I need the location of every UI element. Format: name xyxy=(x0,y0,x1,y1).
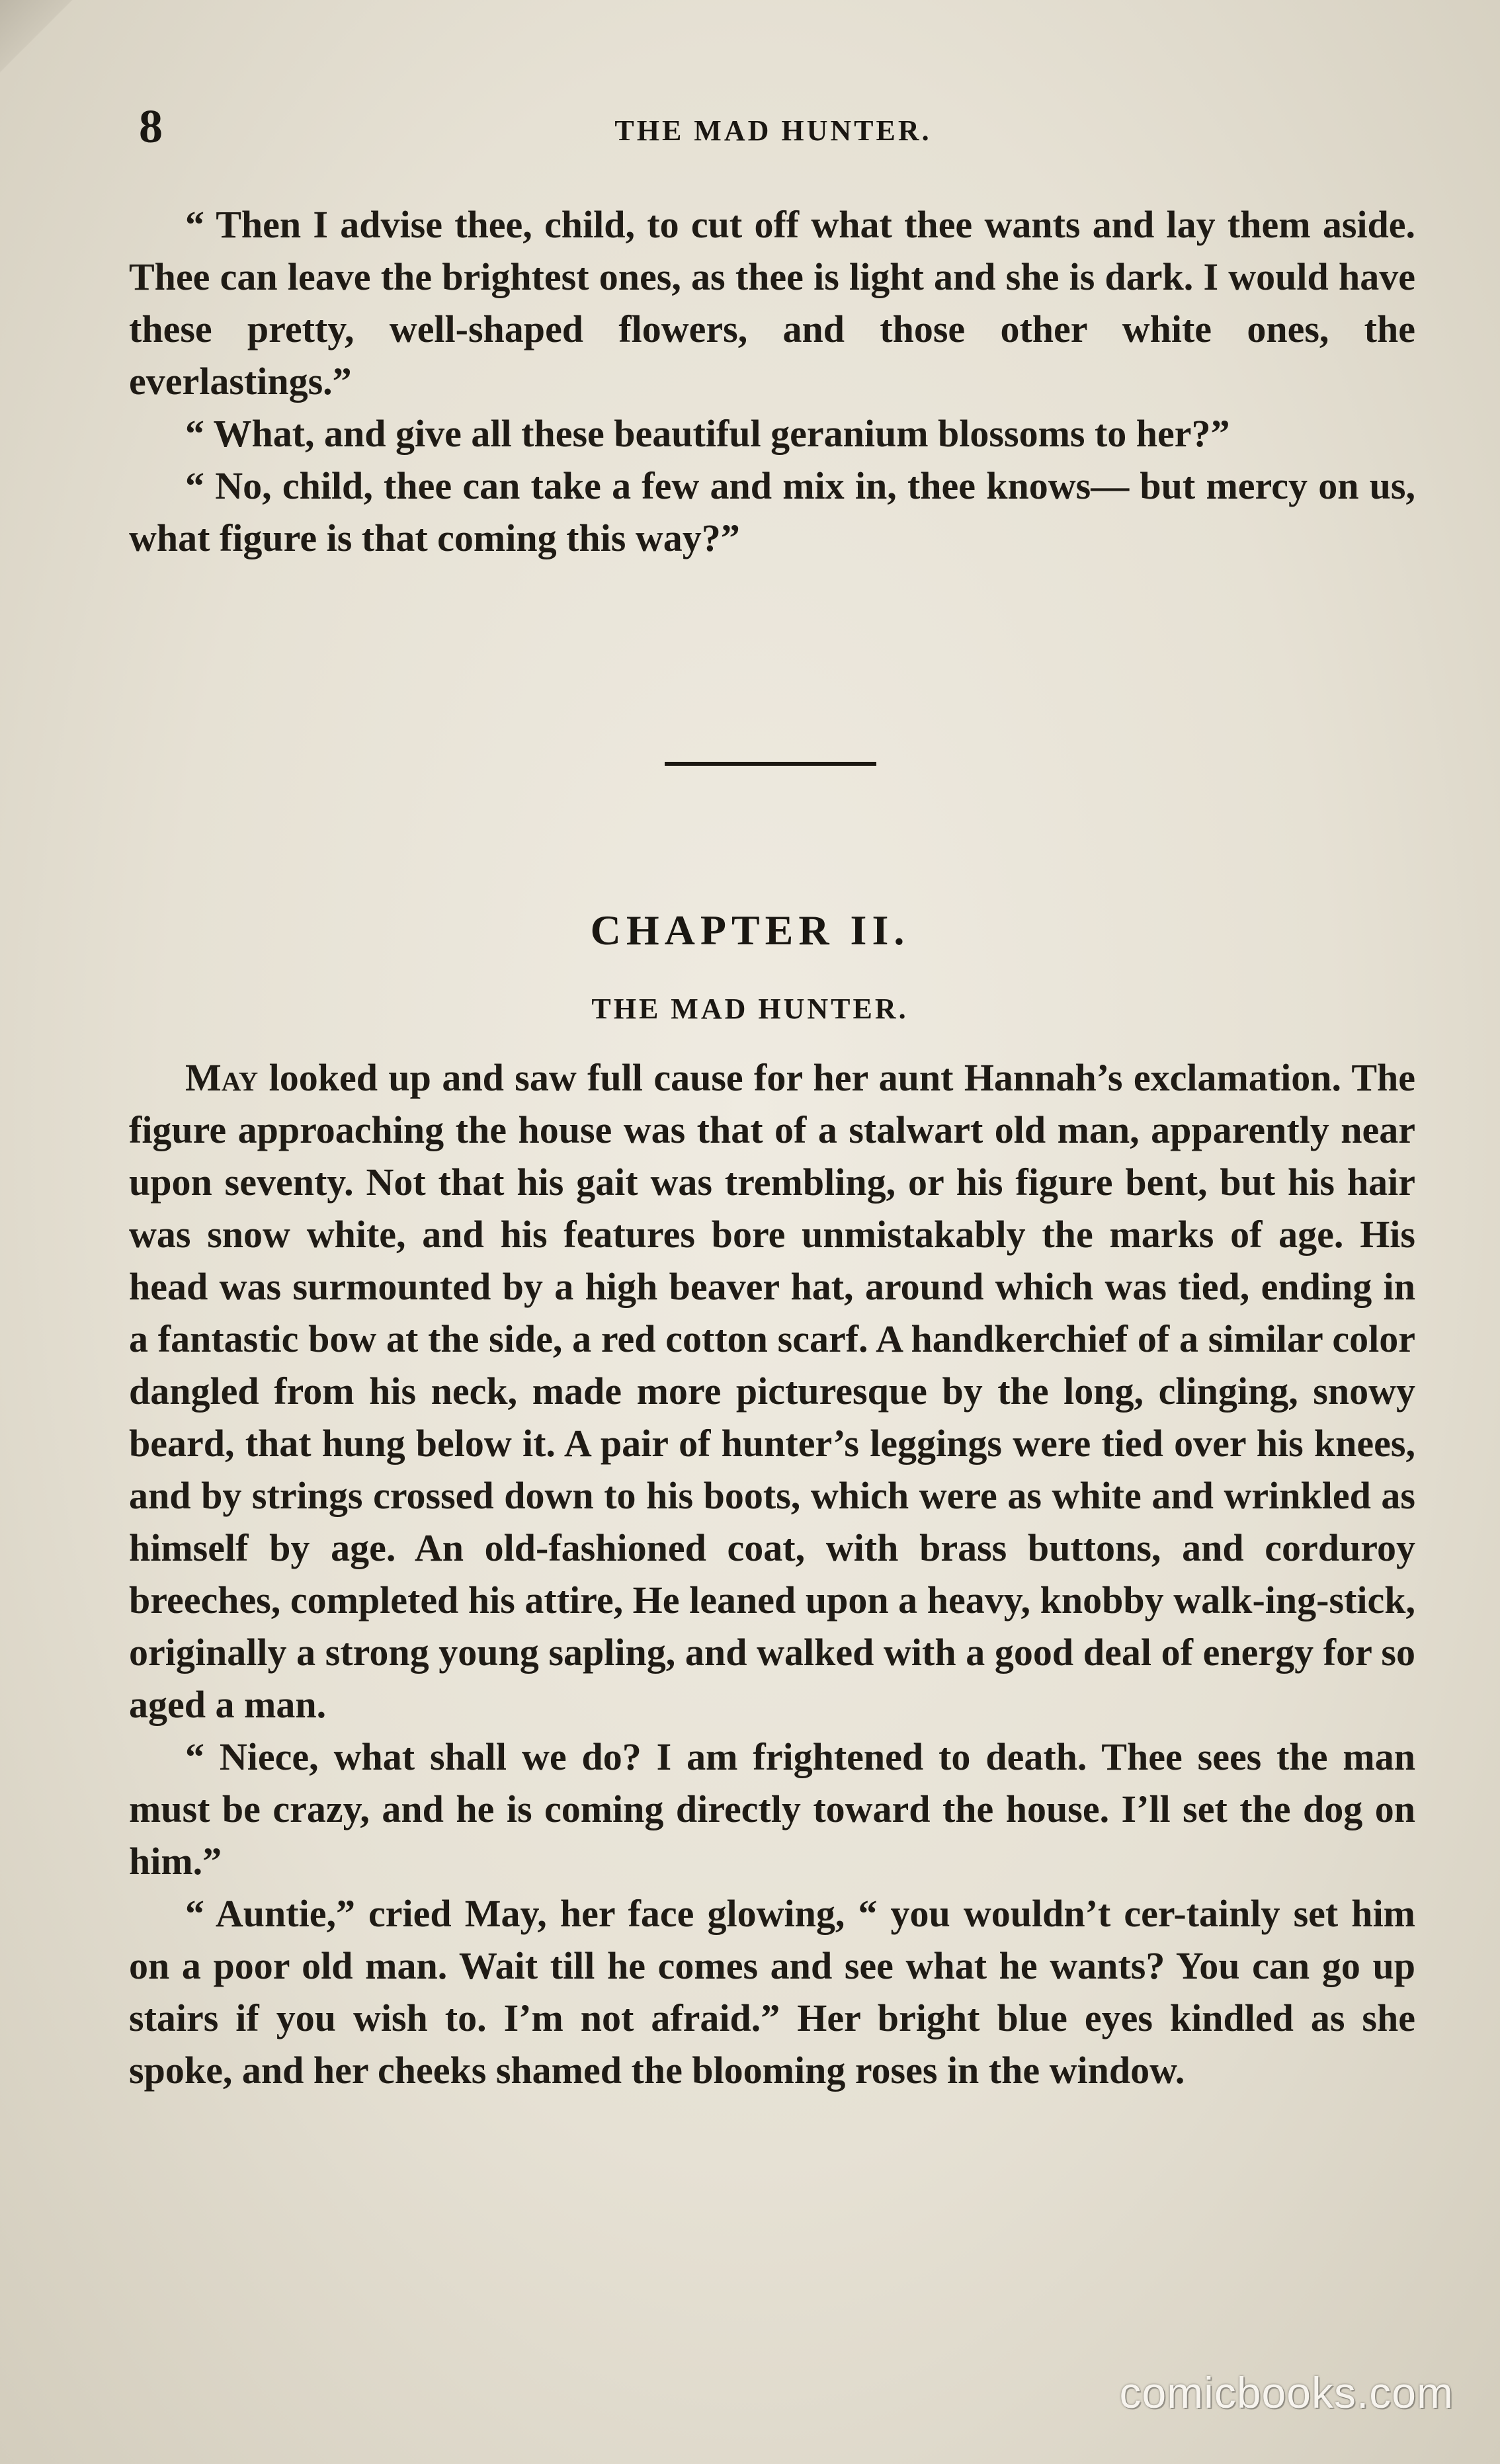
opening-word: May xyxy=(185,1056,259,1099)
chapter-body xyxy=(129,1051,1415,2096)
paragraph: “ Then I advise thee, child, to cut off what thee wants and lay them aside. Thee can leave the brightest ones, as thee is light and she is dark. I would have these pretty, well-shaped flowers, and those other white ones, the everlastings.” xyxy=(129,203,1415,403)
running-head: THE MAD HUNTER. xyxy=(614,114,932,147)
chapter-title: CHAPTER II. xyxy=(590,907,910,954)
paragraph: “ No, child, thee can take a few and mix in, thee knows— but mercy on us, what figure is that coming this way?” xyxy=(129,464,1415,559)
paragraph: “ Auntie,” cried May, her face glowing, “ you wouldn’t cer-tainly set him on a poor old man. Wait till he comes and see what he wants? You can go up stairs if you wish to. I’m not afraid.” Her bright blue eyes kindled as she spoke, and her cheeks shamed the blooming roses in the window. xyxy=(129,1892,1415,2092)
paragraph: “ Niece, what shall we do? I am frightened to death. Thee sees the man must be crazy, and he is coming directly toward the house. I’ll set the dog on him.” xyxy=(129,1735,1415,1883)
paragraph: “ What, and give all these beautiful geranium blossoms to her?” xyxy=(185,412,1230,455)
paragraph xyxy=(129,1051,1415,1731)
opening-paragraph-text: looked up and saw full cause for her aunt Hannah’s exclamation. The figure approaching the house was that of a stalwart old man, apparently near upon seventy. Not that his gait was trembling, or his figure bent, but his hair was snow white, and his features bore unmistakably the marks of age. His head was surmounted by a high beaver hat, around which was tied, ending in a fantastic bow at the side, a red cotton scarf. A handkerchief of a similar color dangled from his neck, made more picturesque by the long, clinging, snowy beard, that hung below it. A pair of hunter’s leggings were tied over his knees, and by strings crossed down to his boots, which were as white and wrinkled as himself by age. An old-fashioned coat, with brass buttons, and corduroy breeches, completed his attire, He leaned upon a heavy, knobby walk-ing-stick, originally a strong young sapling, and walked with a good deal of energy for so aged a man. xyxy=(129,1056,1415,1726)
page-header xyxy=(132,86,1414,159)
page-number: 8 xyxy=(139,100,163,153)
watermark: comicbooks.com xyxy=(1119,2368,1454,2417)
top-section xyxy=(129,198,1415,564)
chapter-subtitle: THE MAD HUNTER. xyxy=(591,993,909,1025)
section-divider xyxy=(665,762,876,766)
page-corner-fold xyxy=(0,0,79,79)
